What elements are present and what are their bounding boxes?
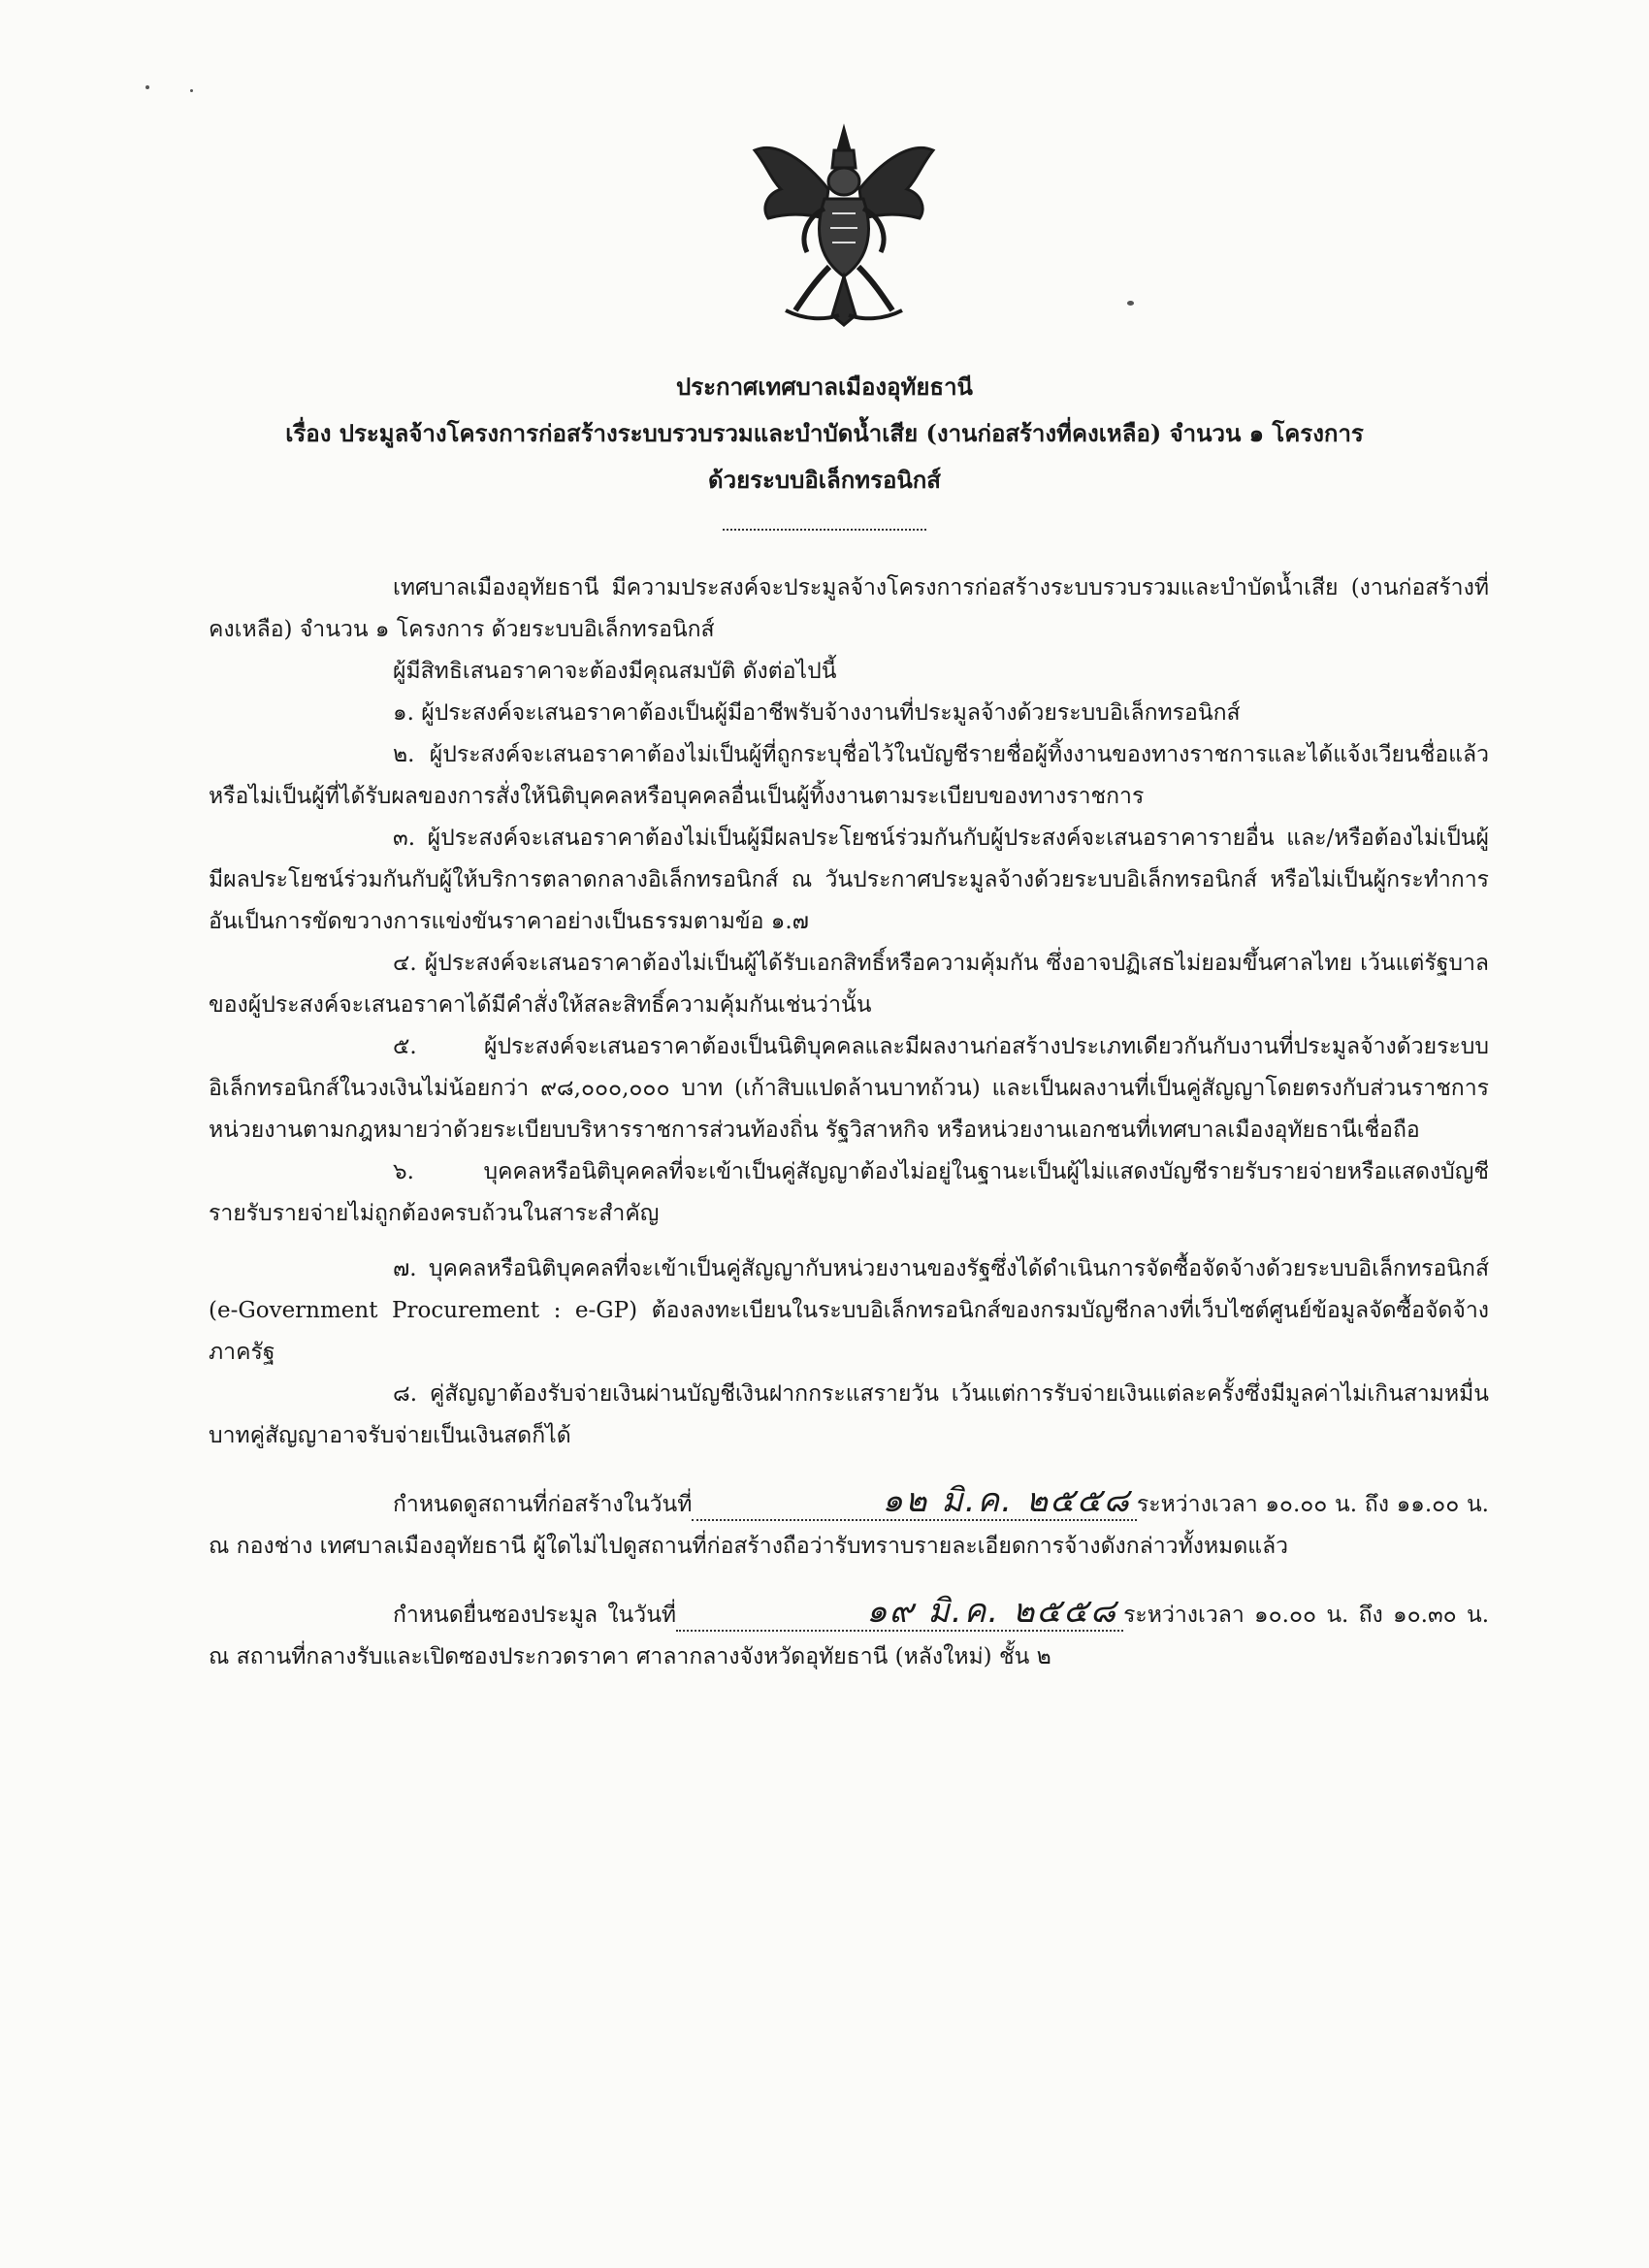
qualification-item: ๔. ผู้ประสงค์จะเสนอราคาต้องไม่เป็นผู้ได้รับเอกสิทธิ์หรือความคุ้มกัน ซึ่งอาจปฏิเสธไม่ยอมขึ้นศาลไทย เว้นแต่รัฐบาลของผู้ประสงค์จะเสนอราคาได้มีคำสั่งให้สละสิทธิ์ความคุ้มกันเช่นว่านั้น — [209, 951, 1489, 1018]
submission-paragraph — [209, 1592, 1490, 1678]
site-visit-suffix: ระหว่างเวลา ๑๐.๐๐ น. ถึง ๑๑.๐๐ น. ณ กองช่าง เทศบาลเมืองอุทัยธานี ผู้ใดไม่ไปดูสถานที่ก่อสร้างถือว่ารับทราบรายละเอียดการจ้างดังกล่าวทั้งหมดแล้ว — [209, 1492, 1489, 1559]
submission-suffix: ระหว่างเวลา ๑๐.๐๐ น. ถึง ๑๐.๓๐ น. ณ สถานที่กลางรับและเปิดซองประกวดราคา ศาลากลางจังหวัดอุทัยธานี (หลังใหม่) ชั้น ๒ — [209, 1603, 1490, 1669]
intro-paragraph: เทศบาลเมืองอุทัยธานี มีความประสงค์จะประมูลจ้างโครงการก่อสร้างระบบรวบรวมและบำบัดน้ำเสีย (งานก่อสร้างที่คงเหลือ) จำนวน ๑ โครงการ ด้วยระบบอิเล็กทรอนิกส์ — [209, 575, 1489, 642]
submission-prefix: กำหนดยื่นซองประมูล ในวันที่ — [393, 1603, 677, 1628]
site-visit-date: ๑๒ มิ.ค. ๒๕๕๘ — [882, 1481, 1131, 1520]
qualification-item: ๑. ผู้ประสงค์จะเสนอราคาต้องเป็นผู้มีอาชีพรับจ้างงานที่ประมูลจ้างด้วยระบบอิเล็กทรอนิกส์ — [393, 700, 1241, 726]
site-visit-paragraph — [209, 1481, 1489, 1568]
title-line-3: ด้วยระบบอิเล็กทรอนิกส์ — [708, 466, 941, 494]
qualification-item: ๒. ผู้ประสงค์จะเสนอราคาต้องไม่เป็นผู้ที่ถูกระบุชื่อไว้ในบัญชีรายชื่อผู้ทิ้งงานของทางราชการและได้แจ้งเวียนชื่อแล้ว หรือไม่เป็นผู้ที่ได้รับผลของการสั่งให้นิติบุคคลหรือบุคคลอื่นเป็นผู้ทิ้งงานตามระเบียบของทางราชการ — [209, 742, 1489, 809]
qualification-item: ๖. บุคคลหรือนิติบุคคลที่จะเข้าเป็นคู่สัญญาต้องไม่อยู่ในฐานะเป็นผู้ไม่แสดงบัญชีรายรับรายจ่ายหรือแสดงบัญชีรายรับรายจ่ายไม่ถูกต้องครบถ้วนในสาระสำคัญ — [209, 1159, 1489, 1226]
scan-speck — [1127, 301, 1134, 306]
qualification-item: ๕. ผู้ประสงค์จะเสนอราคาต้องเป็นนิติบุคคลและมีผลงานก่อสร้างประเภทเดียวกันกับงานที่ประมูลจ้างด้วยระบบอิเล็กทรอนิกส์ในวงเงินไม่น้อยกว่า ๙๘,๐๐๐,๐๐๐ บาท (เก้าสิบแปดล้านบาทถ้วน) และเป็นผลงานที่เป็นคู่สัญญาโดยตรงกับส่วนราชการ หน่วยงานตามกฎหมายว่าด้วยระเบียบบริหารราชการส่วนท้องถิ่น รัฐวิสาหกิจ หรือหน่วยงานเอกชนที่เทศบาลเมืองอุทัยธานีเชื่อถือ — [209, 1034, 1489, 1143]
scan-speck — [146, 85, 149, 89]
qualification-item: ๓. ผู้ประสงค์จะเสนอราคาต้องไม่เป็นผู้มีผลประโยชน์ร่วมกันกับผู้ประสงค์จะเสนอราคารายอื่น และ/หรือต้องไม่เป็นผู้มีผลประโยชน์ร่วมกันกับผู้ให้บริการตลาดกลางอิเล็กทรอนิกส์ ณ วันประกาศประมูลจ้างด้วยระบบอิเล็กทรอนิกส์ หรือไม่เป็นผู้กระทำการอันเป็นการขัดขวางการแข่งขันราคาอย่างเป็นธรรมตามข้อ ๑.๗ — [209, 826, 1489, 934]
title-line-2: เรื่อง ประมูลจ้างโครงการก่อสร้างระบบรวบรวมและบำบัดน้ำเสีย (งานก่อสร้างที่คงเหลือ) จำนวน ๑ โครงการ — [285, 419, 1364, 447]
title-divider — [723, 529, 926, 531]
qualification-item: ๘. คู่สัญญาต้องรับจ่ายเงินผ่านบัญชีเงินฝากกระแสรายวัน เว้นแต่การรับจ่ายเงินแต่ละครั้งซึ่งมีมูลค่าไม่เกินสามหมื่นบาทคู่สัญญาอาจรับจ่ายเป็นเงินสดก็ได้ — [209, 1381, 1489, 1448]
document-title — [194, 364, 1455, 503]
scan-speck — [190, 89, 193, 92]
site-visit-prefix: กำหนดดูสถานที่ก่อสร้างในวันที่ — [393, 1492, 693, 1517]
garuda-emblem — [747, 121, 941, 330]
qualification-item: ๗. บุคคลหรือนิติบุคคลที่จะเข้าเป็นคู่สัญญากับหน่วยงานของรัฐซึ่งได้ดำเนินการจัดซื้อจัดจ้างด้วยระบบอิเล็กทรอนิกส์ (e-Government Procurement : e-GP) ต้องลงทะเบียนในระบบอิเล็กทรอนิกส์ของกรมบัญชีกลางที่เว็บไซต์ศูนย์ข้อมูลจัดซื้อจัดจ้างภาครัฐ — [209, 1256, 1489, 1365]
submission-date: ๑๙ มิ.ค. ๒๕๕๘ — [866, 1592, 1118, 1631]
title-line-1: ประกาศเทศบาลเมืองอุทัยธานี — [676, 373, 973, 401]
qualification-intro: ผู้มีสิทธิเสนอราคาจะต้องมีคุณสมบัติ ดังต่อไปนี้ — [393, 659, 837, 684]
document-body — [209, 567, 1489, 1678]
